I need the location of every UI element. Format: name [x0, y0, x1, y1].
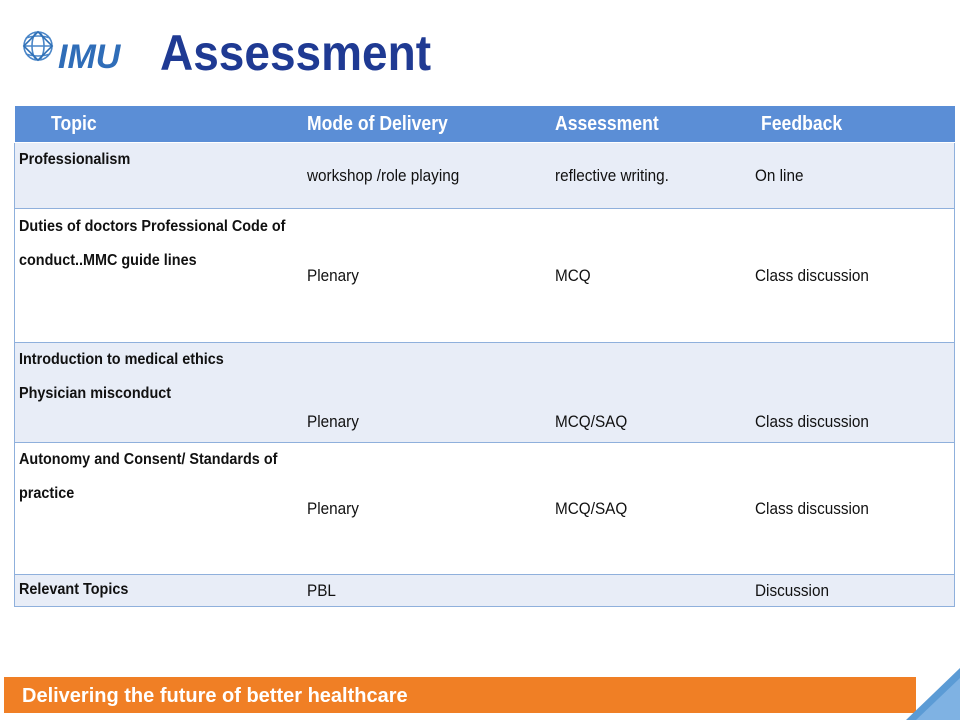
imu-logo	[14, 18, 136, 80]
table-header-row	[15, 106, 955, 143]
globe-icon	[24, 32, 52, 60]
topic-cell: Autonomy and Consent/ Standards of practice	[15, 443, 295, 575]
assessment-cell: reflective writing.	[551, 143, 751, 209]
table-row	[15, 575, 955, 607]
table-row	[15, 209, 955, 343]
assessment-cell: MCQ	[551, 209, 751, 343]
footer-tagline: Delivering the future of better healthcare	[22, 685, 408, 707]
mode-cell: Plenary	[295, 443, 551, 575]
mode-cell: workshop /role playing	[295, 143, 551, 209]
mode-cell: Plenary	[295, 343, 551, 443]
header-mode-of-delivery: Mode of Delivery	[295, 106, 551, 143]
feedback-cell: Class discussion	[751, 343, 955, 443]
logo-text: IMU	[58, 38, 121, 76]
mode-cell: PBL	[295, 575, 551, 607]
feedback-cell: Class discussion	[751, 443, 955, 575]
assessment-cell: MCQ/SAQ	[551, 443, 751, 575]
feedback-cell: Discussion	[751, 575, 955, 607]
header-topic: Topic	[15, 106, 295, 143]
table-row	[15, 143, 955, 209]
page-title: Assessment	[160, 25, 432, 81]
assessment-cell	[551, 575, 751, 607]
feedback-cell: On line	[751, 143, 955, 209]
assessment-cell: MCQ/SAQ	[551, 343, 751, 443]
footer-banner	[0, 668, 960, 720]
table-row	[15, 343, 955, 443]
topic-cell: Introduction to medical ethics Physician misconduct	[15, 343, 295, 443]
assessment-table	[14, 106, 955, 607]
mode-cell: Plenary	[295, 209, 551, 343]
header-feedback: Feedback	[751, 106, 955, 143]
header-assessment: Assessment	[551, 106, 751, 143]
feedback-cell: Class discussion	[751, 209, 955, 343]
topic-cell: Relevant Topics	[15, 575, 295, 607]
corner-triangle-icon	[880, 668, 960, 720]
table-row	[15, 443, 955, 575]
topic-cell: Duties of doctors Professional Code of conduct..MMC guide lines	[15, 209, 295, 343]
topic-cell: Professionalism	[15, 143, 295, 209]
